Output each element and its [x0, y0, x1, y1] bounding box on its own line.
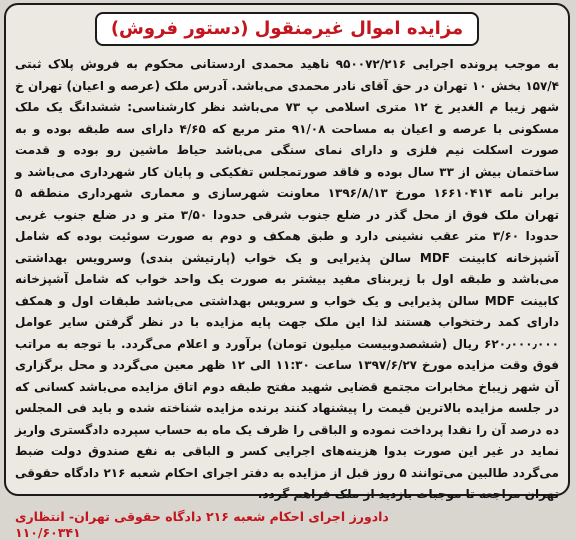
notice-body: به موجب پرونده اجرایی ۹۵۰۰۷۲/۲۱۶ ناهید محمدی اردستانی محکوم به فروش پلاک ثبتی ۱۵۷/۴ بخش ۱۰ تهران در حق آقای نادر محمدی می‌باشد. آدرس ملک (عرصه و اعیان) تهران خ شهر زیبا م الغدیر خ ۱۲ متری اسلامی پ ۷۳ می‌باشد نظر کارشناسی: ششدانگ یک ملک مسکونی با عرصه و اعیان به مساحت ۹۱/۰۸ متر مربع که ۴/۶۵ دارای سه طبقه بوده و به صورت اسکلت نیم فلزی و دارای نمای سنگی می‌باشد حیاط ماشین رو بوده و قدمت ساختمان بیش از ۳۳ سال بوده و فاقد صورتمجلس تفکیکی و پایان کار شهرداری می‌باشد و برابر نامه ۱۶۶۱۰۴۱۴ مورخ ۱۳۹۶/۸/۱۳ معاونت شهرسازی و معماری شهرداری منطقه ۵ تهران ملک فوق از محل گذر در ضلع جنوب شرقی حدودا ۳/۵۰ متر و در ضلع جنوب غربی حدودا ۳/۶۰ متر عقب نشینی دارد و طبق همکف و دوم به صورت سوئیت بوده که شامل آشپزخانه کابینت MDF سالن پذیرایی و یک خواب (پارتیشن بندی) وسرویس بهداشتی می‌باشد و طبقه اول با زیربنای مفید بیشتر به صورت یک واحد خواب که شامل آشپزخانه کابینت MDF سالن پذیرایی و یک خواب و سرویس بهداشتی می‌باشد طبقات اول و همکف دارای کمد رختخواب هستند لذا این ملک جهت پایه مزایده با در نظر گرفتن سایر عوامل ۶۲۰٫۰۰۰٫۰۰۰ ریال (ششصدوبیست میلیون تومان) برآورد و اعلام می‌گردد. با توجه به مراتب فوق وقت مزایده مورخ ۱۳۹۷/۶/۲۷ ساعت ۱۱:۳۰ الی ۱۲ ظهر معین می‌گردد و محل برگزاری آن شهر زیباخ مخابرات مجتمع قضایی شهید مفتح طبقه دوم اتاق مزایده می‌باشد کسانی که در جلسه مزایده بالاترین قیمت را پیشنهاد کنند برنده مزایده شناخته شده و باید فی المجلس ده درصد آن را نقدا پرداخت نموده و الباقی را ظرف یک ماه به حساب سپرده دادگستری واریز نماید در غیر این صورت بدوا هزینه‌های اجرایی کسر و الباقی به نفع صندوق دولت ضبط می‌گردد طالبین می‌توانند ۵ روز قبل از مزایده به دفتر اجرای احکام شعبه ۲۱۶ دادگاه حقوقی تهران مراجعه تا موجبات بازدید از ملک فراهم گردد.: [15, 57, 560, 501]
notice-code: ۱۱۰/۶۰۳۴۱: [15, 524, 81, 540]
auction-notice: [4, 3, 570, 540]
notice-title: مزایده اموال غیرمنقول (دستور فروش): [95, 12, 479, 46]
signature-line: دادورز اجرای احکام شعبه ۲۱۶ دادگاه حقوقی تهران- انتظاری: [15, 508, 389, 524]
title-wrapper: [15, 10, 559, 48]
